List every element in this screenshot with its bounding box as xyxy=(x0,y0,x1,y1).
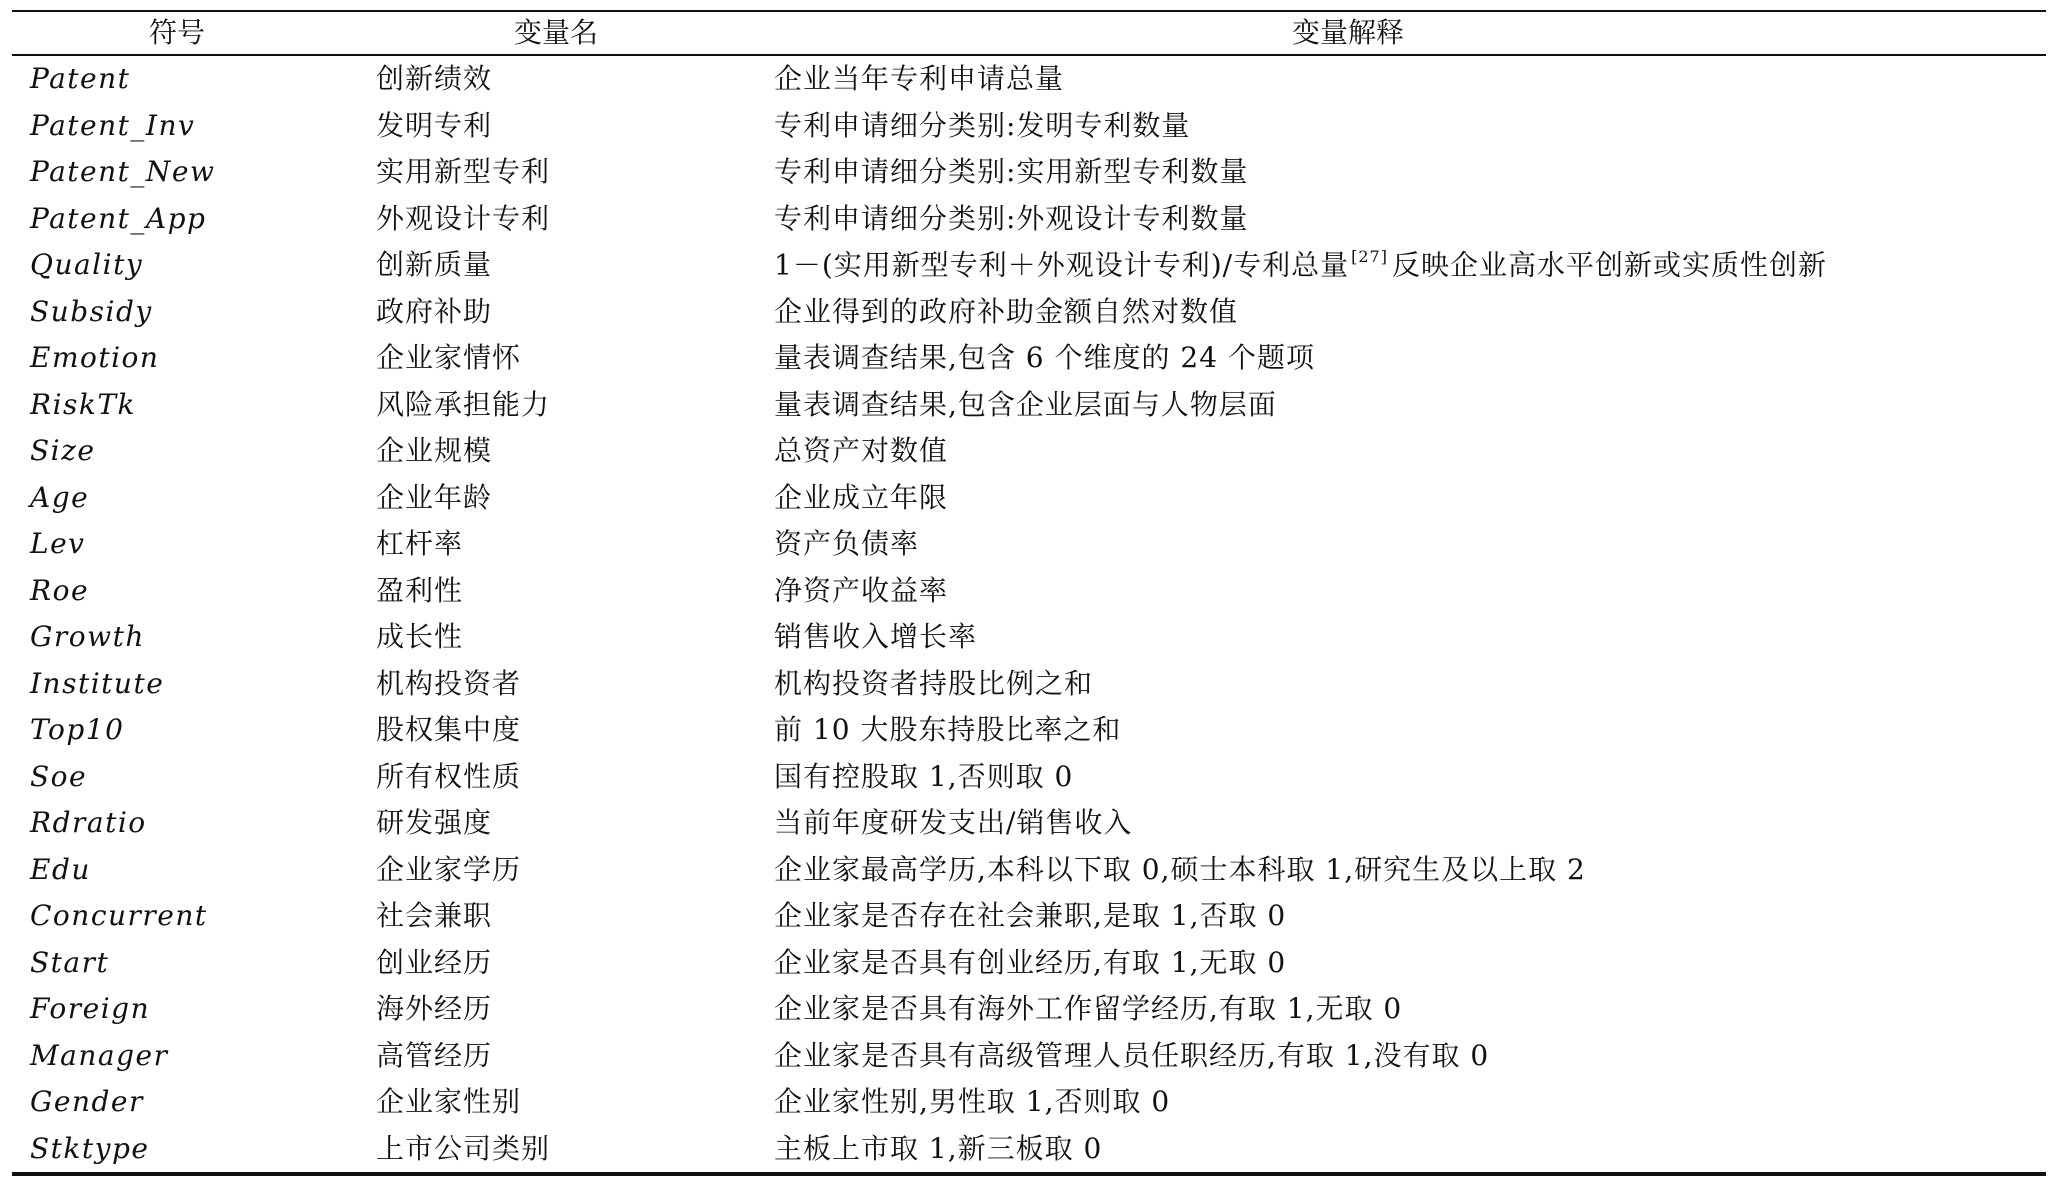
variable-name: 创新绩效 xyxy=(376,62,493,96)
variable-description-tail: 反映企业高水平创新或实质性创新 xyxy=(1391,248,1827,282)
variable-name: 上市公司类别 xyxy=(376,1131,551,1165)
variable-name: 机构投资者 xyxy=(376,666,522,700)
variable-description xyxy=(770,108,2046,142)
variable-name: 风险承担能力 xyxy=(376,387,551,421)
table-header-row xyxy=(12,12,2046,54)
variable-description-text: 企业当年专利申请总量 xyxy=(774,62,1065,96)
variable-description xyxy=(770,573,2046,607)
table-row xyxy=(12,149,2046,196)
variable-symbol: Patent_New xyxy=(30,155,216,189)
variable-description-text: 企业家是否存在社会兼职,是取 1,否取 0 xyxy=(774,899,1287,933)
table-row xyxy=(12,242,2046,289)
variable-symbol: Soe xyxy=(30,759,88,793)
variable-description xyxy=(770,1131,2046,1165)
variable-symbol: Lev xyxy=(30,527,86,561)
table-row xyxy=(12,568,2046,615)
variable-description xyxy=(770,806,2046,840)
variable-description xyxy=(770,1085,2046,1119)
variable-symbol: Emotion xyxy=(30,341,160,375)
table-bottom-rule xyxy=(12,1172,2046,1176)
variable-name: 企业年龄 xyxy=(376,480,493,514)
variable-description-text: 国有控股取 1,否则取 0 xyxy=(774,759,1074,793)
variable-description xyxy=(770,666,2046,700)
variable-description xyxy=(770,899,2046,933)
header-symbol: 符号 xyxy=(148,16,205,49)
variable-description-text: 销售收入增长率 xyxy=(774,620,978,654)
variable-description-text: 当前年度研发支出/销售收入 xyxy=(774,806,1133,840)
table-row xyxy=(12,103,2046,150)
variable-description-text: 量表调查结果,包含 6 个维度的 24 个题项 xyxy=(774,341,1315,375)
variable-name: 发明专利 xyxy=(376,108,493,142)
variable-description-text: 专利申请细分类别:发明专利数量 xyxy=(774,108,1191,142)
variable-symbol: Edu xyxy=(30,852,91,886)
variable-description-text: 企业家是否具有高级管理人员任职经历,有取 1,没有取 0 xyxy=(774,1038,1490,1072)
table-row xyxy=(12,521,2046,568)
variable-description xyxy=(770,992,2046,1026)
variable-name: 政府补助 xyxy=(376,294,493,328)
variable-symbol: Patent_App xyxy=(30,201,207,235)
table-row xyxy=(12,1033,2046,1080)
variable-symbol: Patent xyxy=(30,62,131,96)
variable-symbol: Foreign xyxy=(30,992,151,1026)
variable-name: 社会兼职 xyxy=(376,899,493,933)
variable-description-text: 前 10 大股东持股比率之和 xyxy=(774,713,1122,747)
variable-symbol: Concurrent xyxy=(30,899,208,933)
variable-description-text: 1－(实用新型专利＋外观设计专利)/专利总量 xyxy=(774,248,1350,282)
variable-symbol: Manager xyxy=(30,1038,169,1072)
variable-description-text: 企业家是否具有创业经历,有取 1,无取 0 xyxy=(774,945,1287,979)
variable-symbol: Size xyxy=(30,434,96,468)
variable-symbol: Gender xyxy=(30,1085,144,1119)
variable-name: 企业家性别 xyxy=(376,1085,522,1119)
header-name: 变量名 xyxy=(513,16,598,49)
variable-name: 高管经历 xyxy=(376,1038,493,1072)
variable-description xyxy=(770,294,2046,328)
variable-description-text: 总资产对数值 xyxy=(774,434,949,468)
table-row xyxy=(12,893,2046,940)
variable-description-text: 资产负债率 xyxy=(774,527,920,561)
variable-name: 创新质量 xyxy=(376,248,493,282)
variable-symbol: Stktype xyxy=(30,1131,150,1165)
variable-name: 杠杆率 xyxy=(376,527,464,561)
variable-table xyxy=(12,10,2046,1176)
table-row xyxy=(12,661,2046,708)
table-row xyxy=(12,382,2046,429)
variable-symbol: Roe xyxy=(30,573,90,607)
table-row xyxy=(12,940,2046,987)
variable-symbol: Patent_Inv xyxy=(30,108,196,142)
variable-name: 海外经历 xyxy=(376,992,493,1026)
variable-symbol: Institute xyxy=(30,666,165,700)
table-row xyxy=(12,800,2046,847)
variable-description xyxy=(770,387,2046,421)
variable-name: 创业经历 xyxy=(376,945,493,979)
variable-name: 外观设计专利 xyxy=(376,201,551,235)
variable-name: 企业家情怀 xyxy=(376,341,522,375)
table-row xyxy=(12,614,2046,661)
variable-description xyxy=(770,945,2046,979)
variable-description xyxy=(770,201,2046,235)
variable-name: 股权集中度 xyxy=(376,713,522,747)
variable-description xyxy=(770,480,2046,514)
variable-description-text: 净资产收益率 xyxy=(774,573,949,607)
variable-description xyxy=(770,620,2046,654)
variable-name: 实用新型专利 xyxy=(376,155,551,189)
variable-symbol: RiskTk xyxy=(30,387,137,421)
variable-description xyxy=(770,341,2046,375)
table-row xyxy=(12,1079,2046,1126)
variable-description xyxy=(770,759,2046,793)
variable-name: 所有权性质 xyxy=(376,759,522,793)
variable-description xyxy=(770,527,2046,561)
variable-name: 企业规模 xyxy=(376,434,493,468)
variable-name: 盈利性 xyxy=(376,573,464,607)
variable-description-text: 量表调查结果,包含企业层面与人物层面 xyxy=(774,387,1277,421)
variable-description-text: 企业家性别,男性取 1,否则取 0 xyxy=(774,1085,1171,1119)
variable-symbol: Quality xyxy=(30,248,144,282)
table-row xyxy=(12,428,2046,475)
table-row xyxy=(12,847,2046,894)
variable-symbol: Age xyxy=(30,480,90,514)
variable-description xyxy=(770,852,2046,886)
variable-symbol: Top10 xyxy=(30,713,125,747)
variable-description-text: 企业得到的政府补助金额自然对数值 xyxy=(774,294,1239,328)
variable-symbol: Rdratio xyxy=(30,806,147,840)
table-row xyxy=(12,335,2046,382)
variable-description xyxy=(770,155,2046,189)
variable-description-text: 专利申请细分类别:实用新型专利数量 xyxy=(774,155,1249,189)
variable-description xyxy=(770,247,2046,282)
citation-reference: [27] xyxy=(1351,247,1388,267)
table-row xyxy=(12,986,2046,1033)
variable-symbol: Start xyxy=(30,945,110,979)
variable-description-text: 专利申请细分类别:外观设计专利数量 xyxy=(774,201,1249,235)
table-row xyxy=(12,289,2046,336)
variable-description-text: 企业家是否具有海外工作留学经历,有取 1,无取 0 xyxy=(774,992,1403,1026)
variable-name: 研发强度 xyxy=(376,806,493,840)
table-row xyxy=(12,1126,2046,1173)
table-body xyxy=(12,56,2046,1172)
variable-description xyxy=(770,62,2046,96)
header-description: 变量解释 xyxy=(1291,16,1404,49)
table-row xyxy=(12,56,2046,103)
variable-symbol: Growth xyxy=(30,620,145,654)
variable-description-text: 机构投资者持股比例之和 xyxy=(774,666,1094,700)
table-row xyxy=(12,475,2046,522)
variable-symbol: Subsidy xyxy=(30,294,153,328)
variable-name: 成长性 xyxy=(376,620,464,654)
variable-description-text: 企业成立年限 xyxy=(774,480,949,514)
variable-description-text: 企业家最高学历,本科以下取 0,硕士本科取 1,研究生及以上取 2 xyxy=(774,852,1586,886)
table-row xyxy=(12,707,2046,754)
variable-description xyxy=(770,713,2046,747)
variable-description xyxy=(770,1038,2046,1072)
table-row xyxy=(12,196,2046,243)
variable-description xyxy=(770,434,2046,468)
table-row xyxy=(12,754,2046,801)
variable-name: 企业家学历 xyxy=(376,852,522,886)
variable-description-text: 主板上市取 1,新三板取 0 xyxy=(774,1131,1103,1165)
